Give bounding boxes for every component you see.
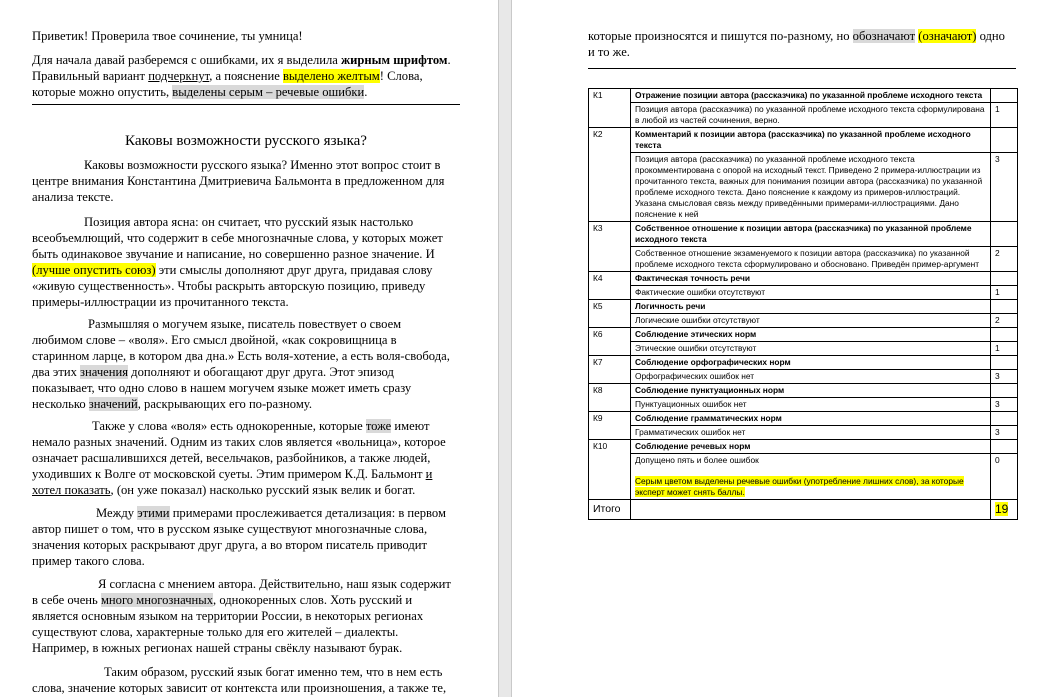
paragraph-line: существуют слова, характерные только для его жителей – диалекты. bbox=[32, 625, 399, 639]
criterion-title: Логичность речи bbox=[631, 300, 991, 314]
paragraph-line: два этих значения дополняют и обогащают друг друга. Этот эпизод bbox=[32, 365, 394, 379]
criterion-score: 1 bbox=[991, 286, 1018, 300]
criterion-description bbox=[631, 454, 991, 500]
criterion-code: К10 bbox=[589, 440, 631, 500]
criterion-code: К4 bbox=[589, 272, 631, 300]
criterion-score-empty bbox=[991, 128, 1018, 153]
criterion-description-text: Позиция автора (рассказчика) по указанной проблеме исходного текста сформулирована в любой из частей сочинения, верно. bbox=[635, 104, 985, 125]
divider-line bbox=[32, 104, 460, 105]
criterion-description-row bbox=[589, 286, 1018, 300]
criterion-score-empty bbox=[991, 222, 1018, 247]
page-gutter bbox=[498, 0, 512, 697]
grading-table bbox=[588, 88, 1018, 520]
essay-title: Каковы возможности русского языка? bbox=[125, 133, 367, 149]
criterion-code: К3 bbox=[589, 222, 631, 272]
paragraph-line: центре внимания Константина Дмитриевича Бальмонта в предложенном для bbox=[32, 174, 445, 188]
criterion-header-row bbox=[589, 412, 1018, 426]
criterion-score: 3 bbox=[991, 153, 1018, 222]
criterion-score-empty bbox=[991, 300, 1018, 314]
paragraph-line: любимом слове – «воля». Его смысл двойной, «как сокровищница в bbox=[32, 333, 397, 347]
criterion-score-empty bbox=[991, 412, 1018, 426]
criterion-score: 2 bbox=[991, 314, 1018, 328]
criterion-title: Соблюдение речевых норм bbox=[631, 440, 991, 454]
criterion-header-row bbox=[589, 356, 1018, 370]
continuation-line: и то же. bbox=[588, 45, 630, 59]
criterion-description bbox=[631, 247, 991, 272]
criterion-description-text: Собственное отношение экзаменуемого к позиции автора (рассказчика) по указанной проблеме исходного текста сформулировано и обосновано. Приведён пример-аргумент bbox=[635, 248, 980, 269]
criterion-score-empty bbox=[991, 272, 1018, 286]
paragraph-line: Размышляя о могучем языке, писатель повествует о своем bbox=[88, 317, 402, 331]
criterion-code: К1 bbox=[589, 89, 631, 128]
paragraph-line: в себе очень много многозначных, однокоренных слов. Хоть русский и bbox=[32, 593, 413, 607]
criterion-header-row bbox=[589, 300, 1018, 314]
criterion-description bbox=[631, 370, 991, 384]
criterion-title: Фактическая точность речи bbox=[631, 272, 991, 286]
criterion-title: Соблюдение пунктуационных норм bbox=[631, 384, 991, 398]
total-empty-cell bbox=[631, 500, 991, 520]
criterion-score-empty bbox=[991, 384, 1018, 398]
criterion-score: 1 bbox=[991, 103, 1018, 128]
intro-greeting: Приветик! Проверила твое сочинение, ты умница! bbox=[32, 29, 303, 43]
criterion-header-row bbox=[589, 222, 1018, 247]
criterion-description-text: Логические ошибки отсутствуют bbox=[635, 315, 760, 325]
paragraph-line: несколько значений, раскрывающих его по-разному. bbox=[32, 397, 312, 411]
paragraph-line: всеобъемлющий, что содержит в себе многозначные слова, у которых может bbox=[32, 231, 443, 245]
criterion-score: 3 bbox=[991, 370, 1018, 384]
criterion-score: 0 bbox=[991, 454, 1018, 500]
paragraph-line: является основным языком на территории России, в некоторых регионах bbox=[32, 609, 424, 623]
criterion-score: 3 bbox=[991, 398, 1018, 412]
paragraph-line: Также у слова «воля» есть однокоренные, которые тоже имеют bbox=[92, 419, 430, 433]
paragraph-line: уходивших к Волге от московской суеты. Этим примером К.Д. Бальмонт и bbox=[32, 467, 433, 481]
criterion-code: К6 bbox=[589, 328, 631, 356]
criterion-description-text: Этические ошибки отсутствуют bbox=[635, 343, 757, 353]
criterion-code: К8 bbox=[589, 384, 631, 412]
paragraph-line: пример такого слова. bbox=[32, 554, 145, 568]
paragraph-line: означает расшалившихся детей, весельчаков, разбойников, а также людей, bbox=[32, 451, 431, 465]
criterion-header-row bbox=[589, 272, 1018, 286]
criterion-code: К9 bbox=[589, 412, 631, 440]
criterion-title: Соблюдение орфографических норм bbox=[631, 356, 991, 370]
criterion-description bbox=[631, 426, 991, 440]
criterion-title: Соблюдение этических норм bbox=[631, 328, 991, 342]
paragraph-line: слова, значение которых зависит от контекста или произношения, а также те, bbox=[32, 681, 447, 695]
criterion-description-row bbox=[589, 342, 1018, 356]
paragraph-line: Например, в южных регионах нашей страны свёклу называют бурак. bbox=[32, 641, 403, 655]
paragraph-line: быть одинаковое звучание и написание, но совершенно разное значение. И bbox=[32, 247, 435, 261]
document-page-left bbox=[0, 0, 498, 697]
criterion-description-row bbox=[589, 247, 1018, 272]
criterion-score: 1 bbox=[991, 342, 1018, 356]
paragraph-line: значения которых раскрывают друг друга, а во втором писатель приводит bbox=[32, 538, 428, 552]
paragraph-line: Таким образом, русский язык богат именно тем, что в нем есть bbox=[104, 665, 443, 679]
total-score-cell bbox=[991, 500, 1018, 520]
intro-line-underline: Правильный вариант подчеркнут, а пояснение выделено желтым! Слова, bbox=[32, 69, 423, 83]
paragraph-line: старинном ларце, в котором два дна.» Есть воля-хотение, а есть воля-свобода, bbox=[32, 349, 450, 363]
paragraph-line: немало разных значений. Одним из таких слов является «вольница», которое bbox=[32, 435, 446, 449]
criterion-description-text: Орфографических ошибок нет bbox=[635, 371, 755, 381]
criterion-description bbox=[631, 153, 991, 222]
total-score: 19 bbox=[995, 502, 1009, 516]
paragraph-line: «живую существенность». Чтобы раскрыть авторскую позицию, приведу bbox=[32, 279, 426, 293]
criterion-header-row bbox=[589, 89, 1018, 103]
criterion-score: 2 bbox=[991, 247, 1018, 272]
criterion-description-text: Позиция автора (рассказчика) по указанной проблеме исходного текста прокомментирована с опорой на исходный текст. Приведено 2 примера-иллюстрации из прочитанного текста, важных для понимания позиции автора (рассказчика) по указанной проблеме исходного текста. Дано пояснение к каждому из примеров-иллюстраций. Указана смысловая связь между приведёнными примерами-иллюстрациями. Дано пояснение к ней bbox=[635, 154, 983, 219]
criterion-score-empty bbox=[991, 356, 1018, 370]
criterion-description bbox=[631, 342, 991, 356]
criterion-description bbox=[631, 314, 991, 328]
intro-line-gray: которые можно опустить, выделены серым – речевые ошибки. bbox=[32, 85, 368, 99]
criterion-score: 3 bbox=[991, 426, 1018, 440]
comment-highlight: (лучше опустить союз) bbox=[32, 263, 156, 277]
criterion-title: Отражение позиции автора (рассказчика) по указанной проблеме исходного текста bbox=[631, 89, 991, 103]
paragraph-line: анализа тексте. bbox=[32, 190, 114, 204]
paragraph-line-highlight: (лучше опустить союз) эти смыслы дополняют друг друга, придавая слову bbox=[32, 263, 433, 277]
criterion-description-text: Грамматических ошибок нет bbox=[635, 427, 746, 437]
continuation-line: которые произносятся и пишутся по-разному, но обозначают (означают) одно bbox=[588, 29, 1005, 43]
paragraph-line: примеры-иллюстрации из прочитанного текста. bbox=[32, 295, 289, 309]
criterion-title: Собственное отношение к позиции автора (рассказчика) по указанной проблеме исходного текста bbox=[631, 222, 991, 247]
total-row bbox=[589, 500, 1018, 520]
criterion-code: К2 bbox=[589, 128, 631, 222]
criterion-title: Комментарий к позиции автора (рассказчика) по указанной проблеме исходного текста bbox=[631, 128, 991, 153]
criterion-description-row bbox=[589, 153, 1018, 222]
paragraph-line: показывает, что одно слово в нашем могучем языке может иметь сразу bbox=[32, 381, 412, 395]
criterion-title: Соблюдение грамматических норм bbox=[631, 412, 991, 426]
criterion-description-text: Допущено пять и более ошибок bbox=[635, 455, 759, 465]
criterion-code: К7 bbox=[589, 356, 631, 384]
criterion-description bbox=[631, 286, 991, 300]
k10-note-highlight: Серым цветом выделены речевые ошибки (употребление лишних слов), за которые эксперт может снять баллы. bbox=[635, 476, 964, 497]
criterion-score-empty bbox=[991, 89, 1018, 103]
criterion-description-row bbox=[589, 398, 1018, 412]
criterion-header-row bbox=[589, 128, 1018, 153]
criterion-description-row bbox=[589, 370, 1018, 384]
criterion-description-row bbox=[589, 314, 1018, 328]
intro-line-bold: Для начала давай разберемся с ошибками, их я выделила жирным шрифтом. bbox=[32, 53, 451, 67]
paragraph-line: Каковы возможности русского языка? Именно этот вопрос стоит в bbox=[84, 158, 441, 172]
criterion-score-empty bbox=[991, 328, 1018, 342]
paragraph-line: автор пишет о том, что в русском языке существуют многозначные слова, bbox=[32, 522, 428, 536]
paragraph-line: Я согласна с мнением автора. Действительно, наш язык содержит bbox=[98, 577, 451, 591]
criterion-description bbox=[631, 103, 991, 128]
criterion-code: К5 bbox=[589, 300, 631, 328]
criterion-description bbox=[631, 398, 991, 412]
criterion-header-row bbox=[589, 440, 1018, 454]
divider-line bbox=[588, 68, 1016, 69]
criterion-description-row bbox=[589, 426, 1018, 440]
criterion-description-row bbox=[589, 454, 1018, 500]
criterion-score-empty bbox=[991, 440, 1018, 454]
paragraph-line: хотел показать, (он уже показал) насколько русский язык велик и богат. bbox=[32, 483, 416, 497]
criterion-description-text: Пунктуационных ошибок нет bbox=[635, 399, 747, 409]
criterion-description-text: Фактические ошибки отсутствуют bbox=[635, 287, 766, 297]
criterion-header-row bbox=[589, 384, 1018, 398]
paragraph-line: Позиция автора ясна: он считает, что русский язык настолько bbox=[84, 215, 414, 229]
criterion-header-row bbox=[589, 328, 1018, 342]
paragraph-line: Между этими примерами прослеживается детализация: в первом bbox=[96, 506, 446, 520]
total-label: Итого bbox=[589, 500, 631, 520]
criterion-description-row bbox=[589, 103, 1018, 128]
